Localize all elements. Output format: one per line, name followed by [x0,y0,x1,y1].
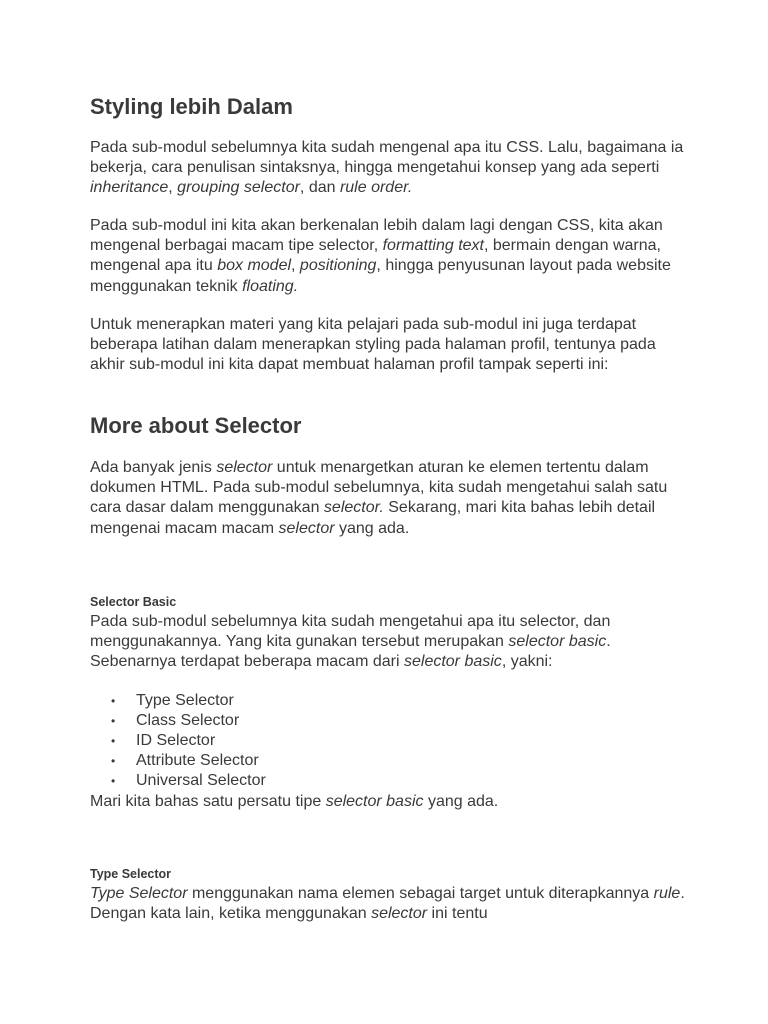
bullet-icon: • [111,714,116,729]
term-selector: selector. [323,499,384,517]
list-item: • Class Selector [136,711,266,731]
subheading-type-selector: Type Selector [90,867,172,881]
paragraph-submodule-overview: Pada sub-modul ini kita akan berkenalan lebih dalam lagi dengan CSS, kita akan mengenal berbagai macam tipe selector, formatting text, bermain dengan warna, mengenal apa itu box model, positioning, hingga penyusunan layout pada website menggunakan teknik floating. [90,217,671,295]
paragraph-exercise-note: Untuk menerapkan materi yang kita pelajari pada sub-modul ini juga terdapat beberapa latihan dalam menerapkan styling pada halaman profil, tentunya pada akhir sub-modul ini kita dapat membuat halaman profil tampak seperti ini: [90,316,656,374]
term-inheritance: inheritance [90,179,169,197]
bullet-icon: • [111,774,116,789]
term-selector: selector [371,905,428,923]
bullet-icon: • [111,694,116,708]
paragraph-lets-discuss: Mari kita bahas satu persatu tipe selector basic yang ada. [90,793,499,810]
list-item: • Attribute Selector [136,751,266,771]
term-selector-basic: selector basic [403,653,502,671]
paragraph-selector-basic: Pada sub-modul sebelumnya kita sudah mengetahui apa itu selector, dan menggunakannya. Yang kita gunakan tersebut merupakan selector basic. Sebenarnya terdapat beberapa macam dari selector basic, yakni: [90,613,611,671]
list-item: • ID Selector [136,731,266,751]
section-heading-styling: Styling lebih Dalam [90,94,293,119]
selector-type-list [90,691,266,791]
term-box-model: box model [217,257,292,275]
bullet-icon: • [111,734,116,749]
term-floating: floating. [242,277,299,295]
paragraph-selector-intro: Ada banyak jenis selector untuk menargetkan aturan ke elemen tertentu dalam dokumen HTML. Pada sub-modul sebelumnya, kita sudah mengetahui salah satu cara dasar dalam menggunakan selector. Sekarang, mari kita bahas lebih detail mengenai macam macam selector yang ada. [90,459,668,537]
list-item: • Universal Selector [136,771,266,791]
term-rule-order: rule order. [339,179,413,197]
list-item: • Type Selector [136,691,266,711]
term-selector: selector [216,459,273,476]
bullet-icon: • [111,754,116,769]
term-positioning: positioning [299,257,377,275]
paragraph-intro-css: Pada sub-modul sebelumnya kita sudah mengenal apa itu CSS. Lalu, bagaimana ia bekerja, cara penulisan sintaksnya, hingga mengetahui konsep yang ada seperti inheritance, grouping selector, dan rule order. [90,139,684,197]
term-rule: rule [653,885,681,902]
term-selector-basic: selector basic [325,793,424,810]
term-formatting-text: formatting text [382,237,484,255]
term-type-selector: Type Selector [90,885,188,902]
paragraph-type-selector: Type Selector menggunakan nama elemen sebagai target untuk diterapkannya rule. Dengan kata lain, ketika menggunakan selector ini tentu [90,885,685,923]
section-heading-more-about-selector: More about Selector [90,413,302,438]
term-selector-basic: selector basic [508,633,607,651]
subheading-selector-basic: Selector Basic [90,595,177,609]
term-selector: selector [278,519,335,537]
term-grouping-selector: grouping selector [177,179,300,197]
